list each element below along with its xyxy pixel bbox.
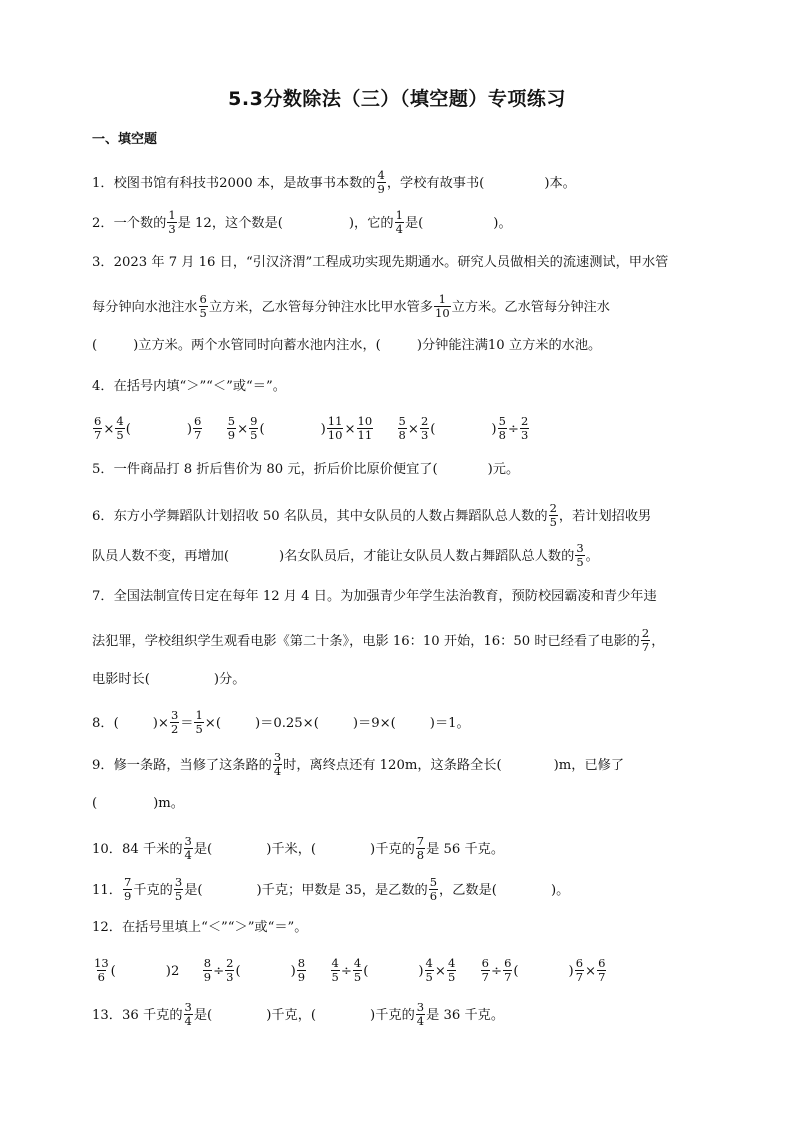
denominator: 5 [174, 889, 183, 903]
denominator: 10 [435, 306, 450, 320]
fraction [184, 1001, 193, 1028]
fraction [93, 957, 110, 984]
denominator: 6 [429, 889, 438, 903]
q8-text: )＝1。 [429, 716, 470, 731]
denominator: 5 [425, 970, 433, 984]
question-4-heading: 4．在括号内填“＞”“＜”或“＝”。 [92, 379, 286, 394]
fraction [184, 835, 193, 862]
q6-text: ，若计划招收男 [558, 509, 652, 524]
numerator: 4 [353, 956, 362, 970]
fraction [377, 169, 386, 196]
denominator: 5 [250, 428, 258, 442]
q8-text: )＝0.25×( [254, 716, 319, 731]
paren: ( [513, 964, 519, 979]
denominator: 5 [331, 970, 339, 984]
fraction [398, 415, 407, 442]
fraction [575, 542, 584, 569]
denominator: 9 [227, 428, 236, 442]
denominator: 5 [576, 555, 584, 569]
question-4-items [92, 416, 530, 443]
q11-text: 千克的 [133, 883, 173, 898]
fraction [503, 957, 512, 984]
denominator: 7 [598, 970, 606, 984]
q10-text: 是 56 千克。 [426, 842, 505, 857]
paren: ( [235, 964, 241, 979]
question-12-heading: 12．在括号里填上“＜”“＞”或“＝”。 [92, 920, 308, 935]
question-12-items [92, 958, 607, 985]
q11-text: )。 [550, 883, 570, 898]
question-5 [92, 460, 519, 480]
operator: × [103, 422, 115, 437]
denominator: 4 [395, 222, 403, 236]
question-3-line-2 [92, 294, 610, 321]
denominator: 5 [199, 306, 207, 320]
numerator: 2 [549, 501, 557, 515]
q10-text: 是( [193, 842, 213, 857]
q13-text: )千克的 [370, 1008, 415, 1023]
denominator: 5 [447, 970, 456, 984]
fraction [597, 957, 606, 984]
fraction [420, 415, 429, 442]
question-2 [92, 210, 512, 237]
denominator: 6 [97, 970, 105, 984]
denominator: 3 [420, 428, 429, 442]
numerator: 13 [94, 956, 109, 970]
operator: × [237, 422, 249, 437]
q6-text: 6．东方小学舞蹈队计划招收 50 名队员，其中女队员的人数占舞蹈队总人数的 [92, 509, 548, 524]
q2-text: )，它的 [348, 216, 394, 231]
q3-text: 立方米，乙水管每分钟注水比甲水管多 [208, 300, 434, 315]
fraction [353, 957, 362, 984]
q11-text: 11． [92, 883, 122, 898]
paren: ) [568, 964, 574, 979]
q5-text: 5．一件商品打 8 折后售价为 80 元，折后价比原价便宜了( [92, 462, 438, 477]
paren: ) [290, 964, 296, 979]
page-title: 5.3分数除法（三）（填空题）专项练习 [228, 88, 566, 110]
q13-text: )千克，( [266, 1008, 317, 1023]
q2-text: 2．一个数的 [92, 216, 167, 231]
numerator: 5 [429, 875, 438, 889]
question-6-line-2 [92, 543, 599, 570]
operator: ÷ [340, 964, 352, 979]
operator: × [585, 964, 597, 979]
denominator: 5 [195, 722, 203, 736]
q10-text: )千米，( [266, 842, 317, 857]
denominator: 7 [94, 428, 102, 442]
denominator: 3 [520, 428, 529, 442]
numerator: 4 [377, 168, 385, 182]
q13-text: 13．36 千克的 [92, 1008, 183, 1023]
q11-text: )千克；甲数是 35，是乙数的 [256, 883, 428, 898]
q7-text: )分。 [213, 672, 246, 687]
denominator: 9 [123, 889, 132, 903]
numerator: 3 [576, 541, 584, 555]
fraction [174, 876, 183, 903]
fraction [395, 209, 404, 236]
question-9-line-1 [92, 752, 624, 779]
q12-value: 2 [170, 964, 180, 979]
fraction [549, 502, 558, 529]
numerator: 6 [598, 956, 606, 970]
fraction [273, 751, 282, 778]
operator: ÷ [213, 964, 225, 979]
fraction [227, 415, 236, 442]
fraction [115, 415, 124, 442]
paren: ) [165, 964, 171, 979]
q9-text: )m。 [153, 796, 184, 811]
denominator: 5 [353, 970, 362, 984]
q2-text: 是 12，这个数是( [177, 216, 283, 231]
numerator: 8 [203, 956, 212, 970]
fraction [193, 415, 202, 442]
numerator: 3 [416, 1000, 425, 1014]
q1-text: )本。 [544, 176, 576, 191]
q9-text: ( [92, 796, 98, 811]
numerator: 6 [481, 956, 489, 970]
paren: ( [259, 422, 265, 437]
numerator: 3 [273, 750, 282, 764]
q11-text: ，乙数是( [439, 883, 497, 898]
numerator: 4 [447, 956, 456, 970]
q7-text: 电影时长( [92, 672, 150, 687]
numerator: 6 [194, 414, 202, 428]
paren: ) [320, 422, 326, 437]
q9-text: 9．修一条路，当修了这条路的 [92, 758, 272, 773]
denominator: 11 [357, 428, 373, 442]
denominator: 9 [203, 970, 212, 984]
q5-text: )元。 [487, 462, 520, 477]
numerator: 6 [504, 956, 512, 970]
numerator: 9 [250, 414, 258, 428]
question-3-line-1: 3．2023 年 7 月 16 日，“引汉济渭”工程成功实现先期通水。研究人员做相关的流速测试，甲水管 [92, 255, 669, 270]
numerator: 1 [395, 208, 403, 222]
denominator: 4 [273, 764, 282, 778]
paren: ) [186, 422, 193, 437]
question-11 [92, 877, 569, 904]
fraction [498, 415, 507, 442]
question-10 [92, 836, 504, 863]
paren: ( [110, 964, 116, 979]
numerator: 6 [199, 292, 207, 306]
fraction [481, 957, 490, 984]
numerator: 4 [331, 956, 339, 970]
q8-text: ×( [204, 716, 221, 731]
numerator: 3 [184, 1000, 192, 1014]
denominator: 4 [184, 848, 192, 862]
denominator: 5 [549, 515, 557, 529]
numerator: 11 [327, 414, 343, 428]
denominator: 8 [398, 428, 406, 442]
question-9-line-2 [92, 794, 184, 814]
denominator: 7 [481, 970, 489, 984]
q9-text: 时，离终点还有 120m，这条路全长( [283, 758, 502, 773]
operator: ÷ [507, 422, 519, 437]
numerator: 7 [123, 875, 132, 889]
fraction [425, 957, 434, 984]
operator: × [407, 422, 419, 437]
q3-text: )分钟能注满10 立方米的水池。 [416, 338, 602, 353]
q6-text: )名女队员后，才能让女队员人数占舞蹈队总人数的 [279, 549, 575, 564]
fraction [520, 415, 529, 442]
denominator: 7 [504, 970, 512, 984]
fraction [429, 876, 438, 903]
denominator: 3 [168, 222, 176, 236]
numerator: 5 [398, 414, 406, 428]
denominator: 5 [116, 428, 124, 442]
question-8 [92, 710, 470, 737]
numerator: 5 [227, 414, 236, 428]
denominator: 4 [416, 1014, 425, 1028]
denominator: 3 [226, 970, 234, 984]
paren: ( [125, 422, 131, 437]
q11-text: 是( [184, 883, 203, 898]
operator: × [344, 422, 356, 437]
fraction [331, 957, 340, 984]
question-6-line-1 [92, 503, 651, 530]
fraction [575, 957, 584, 984]
q9-text: )m，已修了 [553, 758, 625, 773]
numerator: 5 [498, 414, 506, 428]
q8-text: )＝9×( [352, 716, 396, 731]
fraction [416, 835, 425, 862]
q7-text: 法犯罪，学校组织学生观看电影《第二十条》，电影 16：10 开始，16：50 时已经看了电影的 [92, 634, 640, 649]
denominator: 7 [641, 640, 650, 654]
denominator: 2 [170, 722, 179, 736]
denominator: 10 [327, 428, 343, 442]
fraction [167, 209, 176, 236]
q13-text: 是 36 千克。 [426, 1008, 505, 1023]
question-3-line-3 [92, 336, 601, 356]
q1-text: 1．校图书馆有科技书2000 本，是故事书本数的 [92, 176, 376, 191]
numerator: 8 [297, 956, 306, 970]
fraction [416, 1001, 425, 1028]
q8-text: ＝ [180, 716, 194, 731]
q8-text: )× [152, 716, 169, 731]
numerator: 7 [416, 834, 425, 848]
denominator: 7 [194, 428, 202, 442]
q6-text: 。 [585, 549, 599, 564]
denominator: 8 [498, 428, 506, 442]
numerator: 10 [357, 414, 373, 428]
numerator: 1 [195, 708, 203, 722]
fraction [203, 957, 212, 984]
denominator: 4 [184, 1014, 192, 1028]
denominator: 9 [377, 182, 385, 196]
q10-text: )千克的 [370, 842, 415, 857]
q2-text: )。 [493, 216, 512, 231]
q6-text: 队员人数不变，再增加( [92, 549, 230, 564]
fraction [357, 415, 374, 442]
question-7-line-1: 7．全国法制宣传日定在每年 12 月 4 日。为加强青少年学生法治教育，预防校园霸凌和青少年违 [92, 589, 657, 604]
q10-text: 10．84 千米的 [92, 842, 183, 857]
fraction [447, 957, 456, 984]
question-7-line-2 [92, 628, 664, 655]
fraction [194, 709, 203, 736]
operator: ÷ [491, 964, 503, 979]
numerator: 2 [226, 956, 234, 970]
operator: × [434, 964, 446, 979]
fraction [225, 957, 234, 984]
numerator: 3 [184, 834, 192, 848]
q13-text: 是( [193, 1008, 213, 1023]
numerator: 1 [168, 208, 176, 222]
numerator: 3 [174, 875, 183, 889]
numerator: 2 [420, 414, 429, 428]
q3-text: ( [92, 338, 98, 353]
numerator: 4 [425, 956, 433, 970]
numerator: 6 [575, 956, 584, 970]
q3-text: 立方米。乙水管每分钟注水 [451, 300, 610, 315]
fraction [434, 293, 451, 320]
question-7-line-3 [92, 670, 245, 690]
numerator: 2 [641, 626, 650, 640]
fraction [123, 876, 132, 903]
fraction [170, 709, 179, 736]
denominator: 7 [575, 970, 584, 984]
q2-text: 是( [404, 216, 424, 231]
q1-text: ，学校有故事书( [386, 176, 485, 191]
denominator: 9 [297, 970, 306, 984]
numerator: 6 [94, 414, 102, 428]
fraction [641, 627, 650, 654]
fraction [249, 415, 258, 442]
paren: ) [418, 964, 424, 979]
section-heading: 一、填空题 [92, 132, 158, 147]
numerator: 4 [116, 414, 124, 428]
paren: ( [430, 422, 436, 437]
q8-text: 8．( [92, 716, 119, 731]
q7-text: ， [651, 634, 665, 649]
fraction [93, 415, 102, 442]
q3-text: )立方米。两个水管同时向蓄水池内注水，( [133, 338, 381, 353]
paren: ( [363, 964, 369, 979]
question-1 [92, 170, 576, 197]
fraction [199, 293, 208, 320]
question-13 [92, 1002, 504, 1029]
paren: ) [491, 422, 497, 437]
numerator: 3 [170, 708, 179, 722]
numerator: 1 [438, 292, 446, 306]
denominator: 8 [416, 848, 425, 862]
fraction [297, 957, 306, 984]
q3-text: 每分钟向水池注水 [92, 300, 198, 315]
numerator: 2 [520, 414, 529, 428]
fraction [327, 415, 344, 442]
